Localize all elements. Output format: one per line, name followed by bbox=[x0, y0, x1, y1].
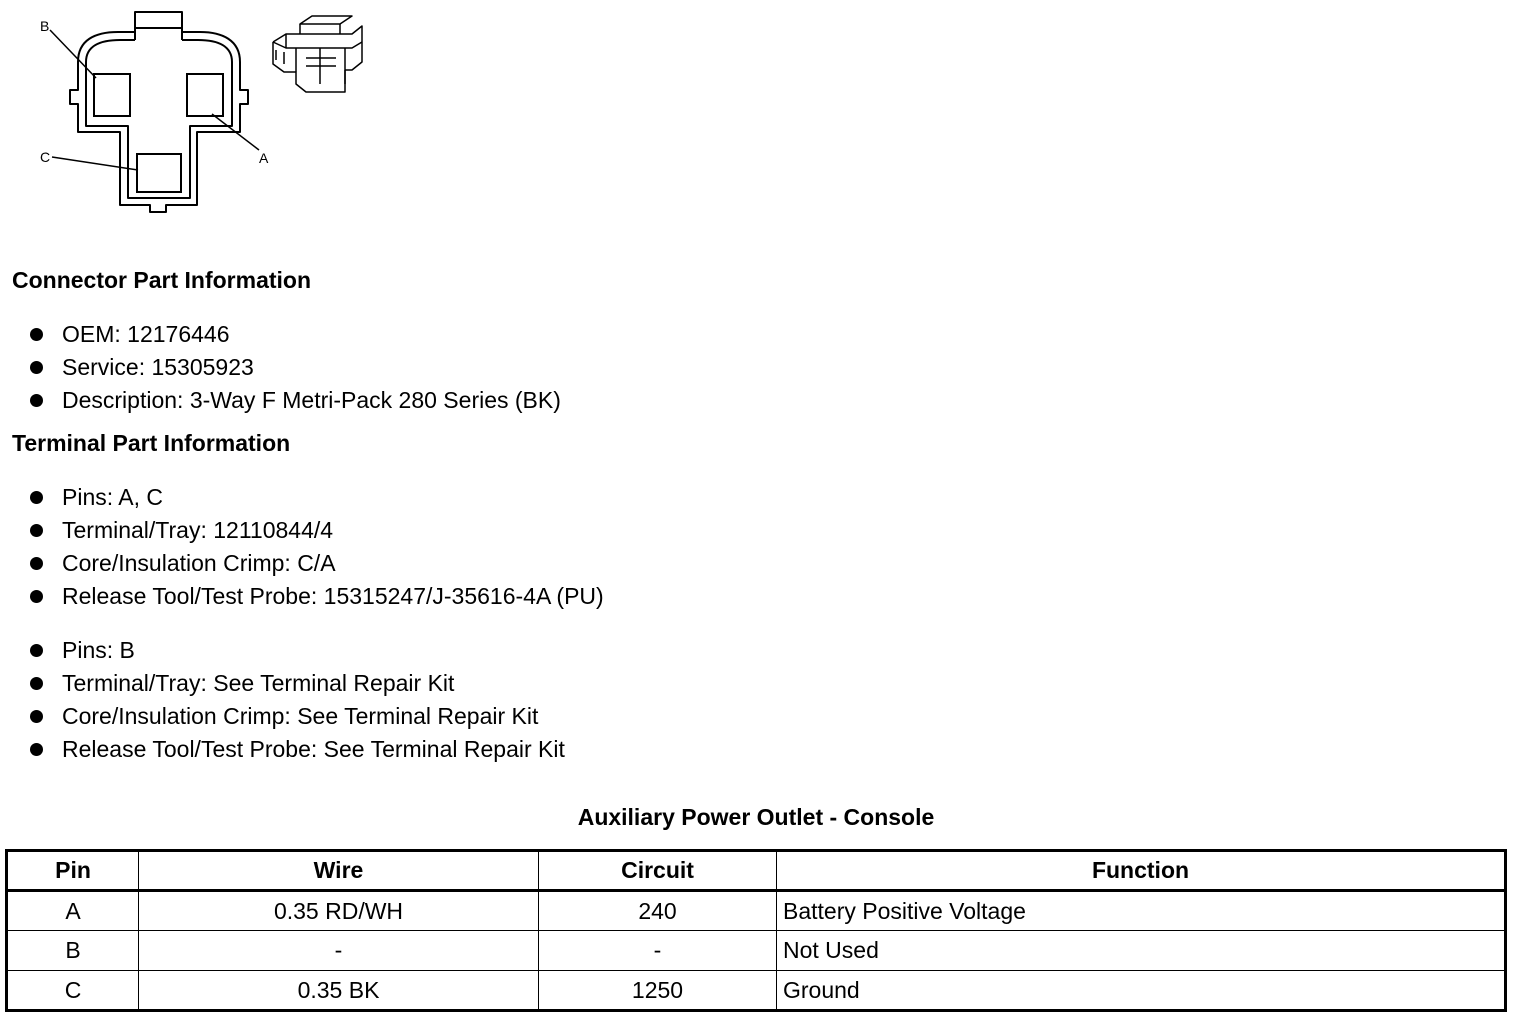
cell-circuit: - bbox=[539, 931, 777, 971]
cell-wire: 0.35 RD/WH bbox=[139, 891, 539, 931]
header-function: Function bbox=[777, 851, 1506, 891]
list-item bbox=[28, 580, 604, 613]
connector-oem: OEM: 12176446 bbox=[62, 321, 230, 347]
table-row bbox=[7, 931, 1506, 971]
cell-circuit: 240 bbox=[539, 891, 777, 931]
terminal-part-list-1 bbox=[28, 481, 604, 613]
bullet-icon bbox=[30, 491, 43, 504]
bullet-icon bbox=[30, 590, 43, 603]
bullet-icon bbox=[30, 644, 43, 657]
table-title: Auxiliary Power Outlet - Console bbox=[577, 804, 935, 830]
table-row bbox=[7, 891, 1506, 931]
connector-3d-sketch bbox=[273, 16, 362, 92]
connector-face-outline bbox=[70, 12, 248, 212]
list-item bbox=[28, 318, 561, 351]
list-item bbox=[28, 667, 565, 700]
connector-part-heading: Connector Part Information bbox=[12, 267, 312, 293]
cell-pin: C bbox=[7, 971, 139, 1011]
bullet-icon bbox=[30, 328, 43, 341]
terminal-release-tool: Release Tool/Test Probe: See Terminal Repair Kit bbox=[62, 736, 565, 762]
connector-diagram bbox=[0, 0, 380, 225]
pinout-table bbox=[5, 849, 1507, 1012]
cell-pin: A bbox=[7, 891, 139, 931]
cell-function: Ground bbox=[777, 971, 1506, 1011]
list-item bbox=[28, 481, 604, 514]
bullet-icon bbox=[30, 743, 43, 756]
bullet-icon bbox=[30, 524, 43, 537]
header-circuit: Circuit bbox=[539, 851, 777, 891]
connector-service: Service: 15305923 bbox=[62, 354, 254, 380]
cell-function: Not Used bbox=[777, 931, 1506, 971]
header-pin: Pin bbox=[7, 851, 139, 891]
pin-label-b: B bbox=[40, 18, 50, 34]
cavity-c bbox=[137, 154, 181, 192]
list-item bbox=[28, 351, 561, 384]
terminal-part-heading: Terminal Part Information bbox=[12, 430, 291, 456]
pin-label-c: C bbox=[40, 149, 51, 165]
leader-lines bbox=[50, 30, 259, 170]
cavity-b bbox=[94, 74, 130, 116]
terminal-release-tool: Release Tool/Test Probe: 15315247/J-35616-4A (PU) bbox=[62, 583, 604, 609]
bullet-icon bbox=[30, 394, 43, 407]
pin-label-a: A bbox=[259, 150, 269, 166]
list-item bbox=[28, 634, 565, 667]
table-row bbox=[7, 971, 1506, 1011]
bullet-icon bbox=[30, 710, 43, 723]
cavity-a bbox=[187, 74, 223, 116]
list-item bbox=[28, 733, 565, 766]
cell-circuit: 1250 bbox=[539, 971, 777, 1011]
terminal-pins: Pins: A, C bbox=[62, 484, 163, 510]
bullet-icon bbox=[30, 557, 43, 570]
terminal-crimp: Core/Insulation Crimp: See Terminal Repair Kit bbox=[62, 703, 539, 729]
list-item bbox=[28, 384, 561, 417]
header-wire: Wire bbox=[139, 851, 539, 891]
terminal-crimp: Core/Insulation Crimp: C/A bbox=[62, 550, 336, 576]
terminal-part-list-2 bbox=[28, 634, 565, 766]
bullet-icon bbox=[30, 361, 43, 374]
cell-pin: B bbox=[7, 931, 139, 971]
terminal-tray: Terminal/Tray: See Terminal Repair Kit bbox=[62, 670, 455, 696]
list-item bbox=[28, 547, 604, 580]
list-item bbox=[28, 514, 604, 547]
connector-part-list bbox=[28, 318, 561, 417]
cell-function: Battery Positive Voltage bbox=[777, 891, 1506, 931]
terminal-tray: Terminal/Tray: 12110844/4 bbox=[62, 517, 334, 543]
list-item bbox=[28, 700, 565, 733]
bullet-icon bbox=[30, 677, 43, 690]
cell-wire: 0.35 BK bbox=[139, 971, 539, 1011]
terminal-pins: Pins: B bbox=[62, 637, 135, 663]
cell-wire: - bbox=[139, 931, 539, 971]
table-header-row bbox=[7, 851, 1506, 891]
connector-description: Description: 3-Way F Metri-Pack 280 Series (BK) bbox=[62, 387, 561, 413]
